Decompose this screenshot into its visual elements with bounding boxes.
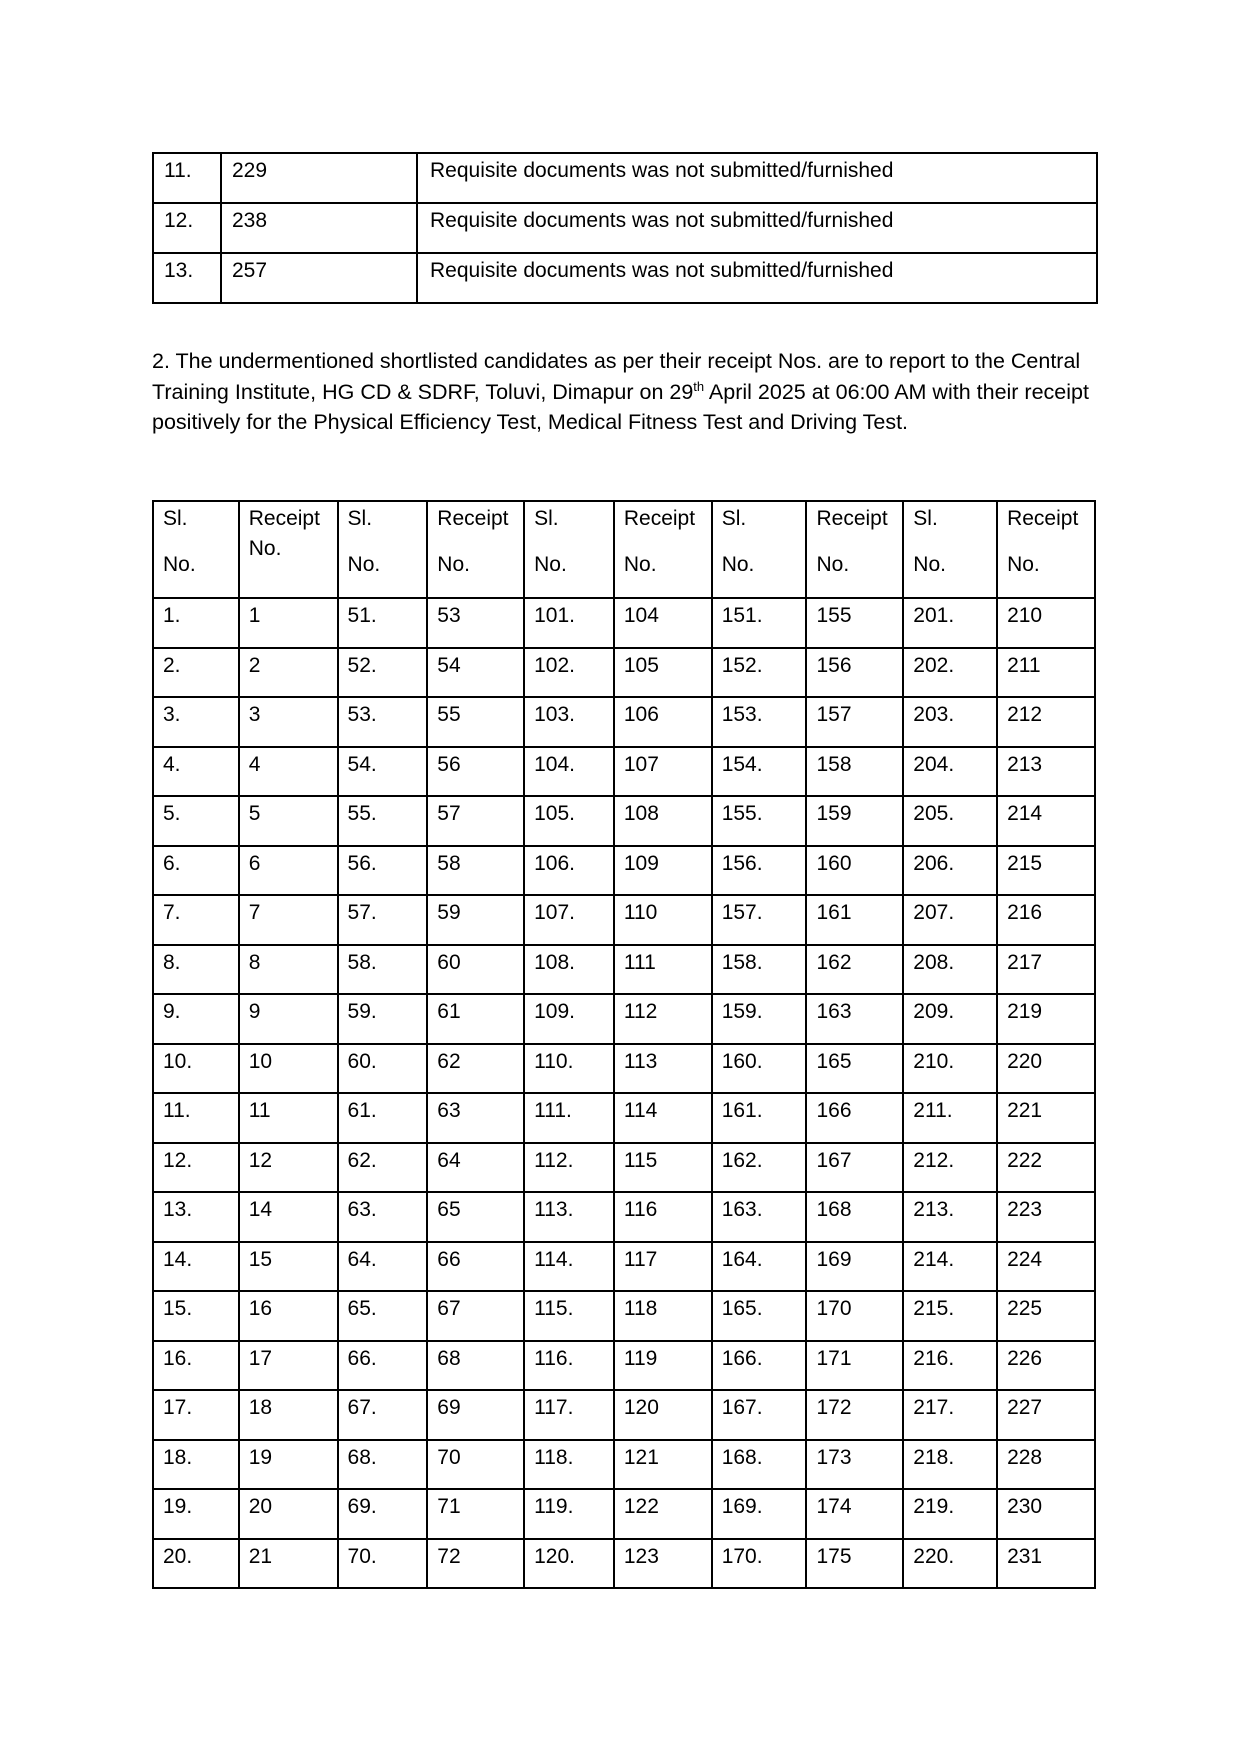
instruction-text-part2: April 2025 at 06:00 AM with their receipt positively for the Physical Efficiency Test, Medical Fitness Test and Driving Test. (152, 379, 1089, 434)
receipt-no-cell: 167 (806, 1143, 903, 1193)
receipt-no-cell: 57 (427, 796, 524, 846)
sl-no-cell: 104. (524, 747, 614, 797)
sl-no-cell: 20. (153, 1539, 239, 1589)
sl-no-cell: 65. (338, 1291, 428, 1341)
date-ordinal-suffix: th (693, 378, 705, 394)
sl-header-label: Sl. (163, 507, 188, 530)
sl-no-cell: 212. (903, 1143, 997, 1193)
sl-no-cell: 169. (712, 1489, 807, 1539)
sl-no-cell: 2. (153, 648, 239, 698)
sl-no-header (153, 501, 239, 598)
receipt-no-cell: 56 (427, 747, 524, 797)
sl-no-header (524, 501, 614, 598)
receipt-no-cell: 215 (997, 846, 1095, 896)
receipt-header-label: Receipt (437, 507, 509, 530)
sl-no-cell: 201. (903, 598, 997, 648)
sl-no-cell: 64. (338, 1242, 428, 1292)
sl-no-header (903, 501, 997, 598)
receipt-no-header (806, 501, 903, 598)
rejected-candidates-table (152, 152, 1098, 304)
no-header-label: No. (1007, 553, 1040, 576)
sl-no-cell: 10. (153, 1044, 239, 1094)
receipt-no-cell: 155 (806, 598, 903, 648)
table-row (153, 1242, 1095, 1292)
receipt-no-cell: 229 (221, 153, 417, 203)
receipt-no-cell: 170 (806, 1291, 903, 1341)
no-header-label: No. (163, 553, 196, 576)
no-header-label: No. (437, 553, 470, 576)
receipt-no-cell: 227 (997, 1390, 1095, 1440)
sl-no-cell: 162. (712, 1143, 807, 1193)
sl-no-cell: 152. (712, 648, 807, 698)
table-row (153, 846, 1095, 896)
table-row (153, 1291, 1095, 1341)
receipt-no-cell: 231 (997, 1539, 1095, 1589)
receipt-no-cell: 174 (806, 1489, 903, 1539)
no-header-label: No. (816, 553, 850, 576)
sl-no-cell: 110. (524, 1044, 614, 1094)
receipt-no-cell: 16 (239, 1291, 338, 1341)
sl-no-cell: 114. (524, 1242, 614, 1292)
receipt-no-cell: 14 (239, 1192, 338, 1242)
reason-cell: Requisite documents was not submitted/furnished (417, 203, 1097, 253)
receipt-no-header (239, 501, 338, 598)
sl-no-cell: 56. (338, 846, 428, 896)
receipt-no-cell: 11 (239, 1093, 338, 1143)
receipt-no-cell: 113 (614, 1044, 712, 1094)
sl-no-cell: 160. (712, 1044, 807, 1094)
table-row (153, 747, 1095, 797)
sl-no-cell: 111. (524, 1093, 614, 1143)
sl-no-cell: 207. (903, 895, 997, 945)
table-row (153, 253, 1097, 303)
receipt-no-cell: 66 (427, 1242, 524, 1292)
sl-no-cell: 120. (524, 1539, 614, 1589)
sl-no-cell: 204. (903, 747, 997, 797)
sl-no-cell: 12. (153, 203, 221, 253)
sl-no-cell: 211. (903, 1093, 997, 1143)
shortlisted-candidates-table (152, 500, 1096, 1589)
sl-no-cell: 167. (712, 1390, 807, 1440)
sl-no-cell: 66. (338, 1341, 428, 1391)
receipt-no-cell: 62 (427, 1044, 524, 1094)
sl-no-cell: 102. (524, 648, 614, 698)
receipt-no-cell: 111 (614, 945, 712, 995)
sl-no-cell: 115. (524, 1291, 614, 1341)
table-row (153, 203, 1097, 253)
receipt-no-cell: 257 (221, 253, 417, 303)
table-row (153, 796, 1095, 846)
sl-no-cell: 155. (712, 796, 807, 846)
sl-no-cell: 170. (712, 1539, 807, 1589)
receipt-no-cell: 69 (427, 1390, 524, 1440)
receipt-no-cell: 223 (997, 1192, 1095, 1242)
sl-no-cell: 53. (338, 697, 428, 747)
receipt-no-cell: 17 (239, 1341, 338, 1391)
no-header-label: No. (347, 553, 381, 576)
receipt-no-cell: 112 (614, 994, 712, 1044)
receipt-no-cell: 2 (239, 648, 338, 698)
receipt-no-header (614, 501, 712, 598)
receipt-no-cell: 121 (614, 1440, 712, 1490)
receipt-no-cell: 158 (806, 747, 903, 797)
receipt-no-cell: 109 (614, 846, 712, 896)
sl-no-cell: 219. (903, 1489, 997, 1539)
receipt-no-cell: 71 (427, 1489, 524, 1539)
sl-no-cell: 151. (712, 598, 807, 648)
receipt-no-cell: 110 (614, 895, 712, 945)
sl-no-cell: 220. (903, 1539, 997, 1589)
receipt-no-cell: 114 (614, 1093, 712, 1143)
sl-no-cell: 51. (338, 598, 428, 648)
receipt-no-cell: 10 (239, 1044, 338, 1094)
sl-no-cell: 208. (903, 945, 997, 995)
receipt-no-cell: 163 (806, 994, 903, 1044)
receipt-no-cell: 159 (806, 796, 903, 846)
sl-no-cell: 105. (524, 796, 614, 846)
receipt-no-cell: 228 (997, 1440, 1095, 1490)
receipt-no-cell: 7 (239, 895, 338, 945)
sl-no-cell: 18. (153, 1440, 239, 1490)
receipt-no-cell: 21 (239, 1539, 338, 1589)
receipt-no-cell: 225 (997, 1291, 1095, 1341)
table-row (153, 1093, 1095, 1143)
receipt-no-cell: 58 (427, 846, 524, 896)
receipt-no-cell: 61 (427, 994, 524, 1044)
sl-no-cell: 107. (524, 895, 614, 945)
receipt-no-cell: 116 (614, 1192, 712, 1242)
receipt-no-cell: 67 (427, 1291, 524, 1341)
sl-no-cell: 119. (524, 1489, 614, 1539)
receipt-no-cell: 70 (427, 1440, 524, 1490)
sl-no-cell: 17. (153, 1390, 239, 1440)
sl-no-cell: 154. (712, 747, 807, 797)
receipt-no-cell: 160 (806, 846, 903, 896)
sl-no-cell: 5. (153, 796, 239, 846)
receipt-no-cell: 210 (997, 598, 1095, 648)
sl-header-label: Sl. (347, 507, 373, 530)
sl-no-cell: 157. (712, 895, 807, 945)
table-header-row (153, 501, 1095, 598)
no-header-label: No. (248, 537, 282, 560)
receipt-no-cell: 211 (997, 648, 1095, 698)
sl-no-cell: 205. (903, 796, 997, 846)
receipt-no-cell: 104 (614, 598, 712, 648)
sl-no-cell: 19. (153, 1489, 239, 1539)
receipt-no-cell: 15 (239, 1242, 338, 1292)
sl-no-cell: 117. (524, 1390, 614, 1440)
sl-no-cell: 209. (903, 994, 997, 1044)
sl-no-cell: 217. (903, 1390, 997, 1440)
receipt-no-cell: 12 (239, 1143, 338, 1193)
sl-no-cell: 216. (903, 1341, 997, 1391)
sl-no-cell: 203. (903, 697, 997, 747)
table-row (153, 1143, 1095, 1193)
sl-no-cell: 3. (153, 697, 239, 747)
receipt-header-label: Receipt (1007, 507, 1079, 530)
table-row (153, 598, 1095, 648)
receipt-no-cell: 60 (427, 945, 524, 995)
receipt-no-cell: 175 (806, 1539, 903, 1589)
receipt-no-cell: 224 (997, 1242, 1095, 1292)
receipt-no-cell: 168 (806, 1192, 903, 1242)
receipt-no-cell: 230 (997, 1489, 1095, 1539)
receipt-no-cell: 172 (806, 1390, 903, 1440)
receipt-no-cell: 171 (806, 1341, 903, 1391)
receipt-no-cell: 117 (614, 1242, 712, 1292)
sl-no-cell: 70. (338, 1539, 428, 1589)
sl-no-cell: 9. (153, 994, 239, 1044)
receipt-header-label: Receipt (248, 507, 320, 530)
receipt-no-cell: 173 (806, 1440, 903, 1490)
sl-no-cell: 163. (712, 1192, 807, 1242)
reason-cell: Requisite documents was not submitted/furnished (417, 153, 1097, 203)
sl-no-cell: 57. (338, 895, 428, 945)
receipt-no-cell: 3 (239, 697, 338, 747)
receipt-no-cell: 106 (614, 697, 712, 747)
receipt-no-header (997, 501, 1095, 598)
receipt-no-cell: 217 (997, 945, 1095, 995)
receipt-no-cell: 123 (614, 1539, 712, 1589)
instruction-text-part1: 2. The undermentioned shortlisted candidates as per their receipt Nos. are to report to the Central Training Institute, HG CD & SDRF, Toluvi, Dimapur on 29 (152, 349, 1081, 404)
receipt-no-cell: 161 (806, 895, 903, 945)
sl-no-cell: 106. (524, 846, 614, 896)
receipt-no-cell: 63 (427, 1093, 524, 1143)
receipt-no-cell: 18 (239, 1390, 338, 1440)
receipt-no-cell: 221 (997, 1093, 1095, 1143)
table-row (153, 697, 1095, 747)
receipt-no-cell: 72 (427, 1539, 524, 1589)
sl-no-cell: 158. (712, 945, 807, 995)
receipt-no-cell: 53 (427, 598, 524, 648)
no-header-label: No. (721, 553, 755, 576)
sl-no-cell: 68. (338, 1440, 428, 1490)
sl-no-cell: 58. (338, 945, 428, 995)
sl-no-cell: 156. (712, 846, 807, 896)
table-row (153, 1440, 1095, 1490)
sl-no-cell: 153. (712, 697, 807, 747)
receipt-no-cell: 166 (806, 1093, 903, 1143)
sl-no-cell: 101. (524, 598, 614, 648)
sl-no-cell: 210. (903, 1044, 997, 1094)
table-row (153, 895, 1095, 945)
sl-no-cell: 15. (153, 1291, 239, 1341)
table-row (153, 994, 1095, 1044)
receipt-no-cell: 216 (997, 895, 1095, 945)
sl-no-header (712, 501, 807, 598)
receipt-no-cell: 220 (997, 1044, 1095, 1094)
sl-no-cell: 16. (153, 1341, 239, 1391)
sl-no-cell: 103. (524, 697, 614, 747)
sl-no-cell: 59. (338, 994, 428, 1044)
table-row (153, 1192, 1095, 1242)
sl-no-cell: 168. (712, 1440, 807, 1490)
sl-no-cell: 4. (153, 747, 239, 797)
table-row (153, 153, 1097, 203)
sl-no-cell: 161. (712, 1093, 807, 1143)
no-header-label: No. (913, 553, 946, 576)
sl-no-cell: 112. (524, 1143, 614, 1193)
receipt-no-cell: 59 (427, 895, 524, 945)
instruction-paragraph (152, 346, 1092, 438)
receipt-no-cell: 20 (239, 1489, 338, 1539)
sl-no-cell: 166. (712, 1341, 807, 1391)
sl-no-cell: 69. (338, 1489, 428, 1539)
table-row (153, 1341, 1095, 1391)
receipt-no-cell: 4 (239, 747, 338, 797)
sl-no-cell: 218. (903, 1440, 997, 1490)
receipt-no-cell: 214 (997, 796, 1095, 846)
sl-header-label: Sl. (913, 507, 938, 530)
receipt-no-cell: 156 (806, 648, 903, 698)
receipt-no-cell: 213 (997, 747, 1095, 797)
sl-no-cell: 62. (338, 1143, 428, 1193)
table-row (153, 1489, 1095, 1539)
sl-no-cell: 54. (338, 747, 428, 797)
receipt-no-cell: 65 (427, 1192, 524, 1242)
receipt-no-cell: 222 (997, 1143, 1095, 1193)
receipt-no-cell: 162 (806, 945, 903, 995)
receipt-no-cell: 165 (806, 1044, 903, 1094)
receipt-no-cell: 5 (239, 796, 338, 846)
sl-no-header (338, 501, 428, 598)
no-header-label: No. (534, 553, 567, 576)
sl-no-cell: 213. (903, 1192, 997, 1242)
receipt-no-cell: 226 (997, 1341, 1095, 1391)
receipt-no-cell: 9 (239, 994, 338, 1044)
sl-no-cell: 7. (153, 895, 239, 945)
sl-header-label: Sl. (534, 507, 559, 530)
sl-no-cell: 118. (524, 1440, 614, 1490)
receipt-no-cell: 238 (221, 203, 417, 253)
receipt-no-header (427, 501, 524, 598)
sl-no-cell: 215. (903, 1291, 997, 1341)
sl-no-cell: 52. (338, 648, 428, 698)
receipt-no-cell: 118 (614, 1291, 712, 1341)
sl-no-cell: 67. (338, 1390, 428, 1440)
sl-header-label: Sl. (721, 507, 747, 530)
receipt-no-cell: 115 (614, 1143, 712, 1193)
sl-no-cell: 202. (903, 648, 997, 698)
sl-no-cell: 108. (524, 945, 614, 995)
receipt-no-cell: 1 (239, 598, 338, 648)
sl-no-cell: 63. (338, 1192, 428, 1242)
sl-no-cell: 1. (153, 598, 239, 648)
receipt-no-cell: 157 (806, 697, 903, 747)
sl-no-cell: 12. (153, 1143, 239, 1193)
table-row (153, 945, 1095, 995)
receipt-no-cell: 68 (427, 1341, 524, 1391)
no-header-label: No. (623, 553, 657, 576)
receipt-no-cell: 64 (427, 1143, 524, 1193)
sl-no-cell: 109. (524, 994, 614, 1044)
table-row (153, 1044, 1095, 1094)
sl-no-cell: 55. (338, 796, 428, 846)
receipt-no-cell: 108 (614, 796, 712, 846)
sl-no-cell: 8. (153, 945, 239, 995)
receipt-no-cell: 19 (239, 1440, 338, 1490)
receipt-no-cell: 6 (239, 846, 338, 896)
sl-no-cell: 165. (712, 1291, 807, 1341)
receipt-no-cell: 122 (614, 1489, 712, 1539)
receipt-no-cell: 219 (997, 994, 1095, 1044)
table-row (153, 1390, 1095, 1440)
receipt-no-cell: 119 (614, 1341, 712, 1391)
receipt-no-cell: 8 (239, 945, 338, 995)
sl-no-cell: 13. (153, 1192, 239, 1242)
table-row (153, 1539, 1095, 1589)
receipt-header-label: Receipt (623, 507, 696, 530)
table-row (153, 648, 1095, 698)
sl-no-cell: 13. (153, 253, 221, 303)
receipt-no-cell: 107 (614, 747, 712, 797)
sl-no-cell: 159. (712, 994, 807, 1044)
sl-no-cell: 116. (524, 1341, 614, 1391)
sl-no-cell: 11. (153, 1093, 239, 1143)
reason-cell: Requisite documents was not submitted/furnished (417, 253, 1097, 303)
receipt-no-cell: 54 (427, 648, 524, 698)
sl-no-cell: 164. (712, 1242, 807, 1292)
sl-no-cell: 214. (903, 1242, 997, 1292)
receipt-no-cell: 212 (997, 697, 1095, 747)
receipt-no-cell: 55 (427, 697, 524, 747)
sl-no-cell: 61. (338, 1093, 428, 1143)
sl-no-cell: 14. (153, 1242, 239, 1292)
receipt-no-cell: 105 (614, 648, 712, 698)
sl-no-cell: 11. (153, 153, 221, 203)
sl-no-cell: 60. (338, 1044, 428, 1094)
sl-no-cell: 206. (903, 846, 997, 896)
receipt-no-cell: 169 (806, 1242, 903, 1292)
sl-no-cell: 113. (524, 1192, 614, 1242)
receipt-no-cell: 120 (614, 1390, 712, 1440)
receipt-header-label: Receipt (816, 507, 888, 530)
sl-no-cell: 6. (153, 846, 239, 896)
